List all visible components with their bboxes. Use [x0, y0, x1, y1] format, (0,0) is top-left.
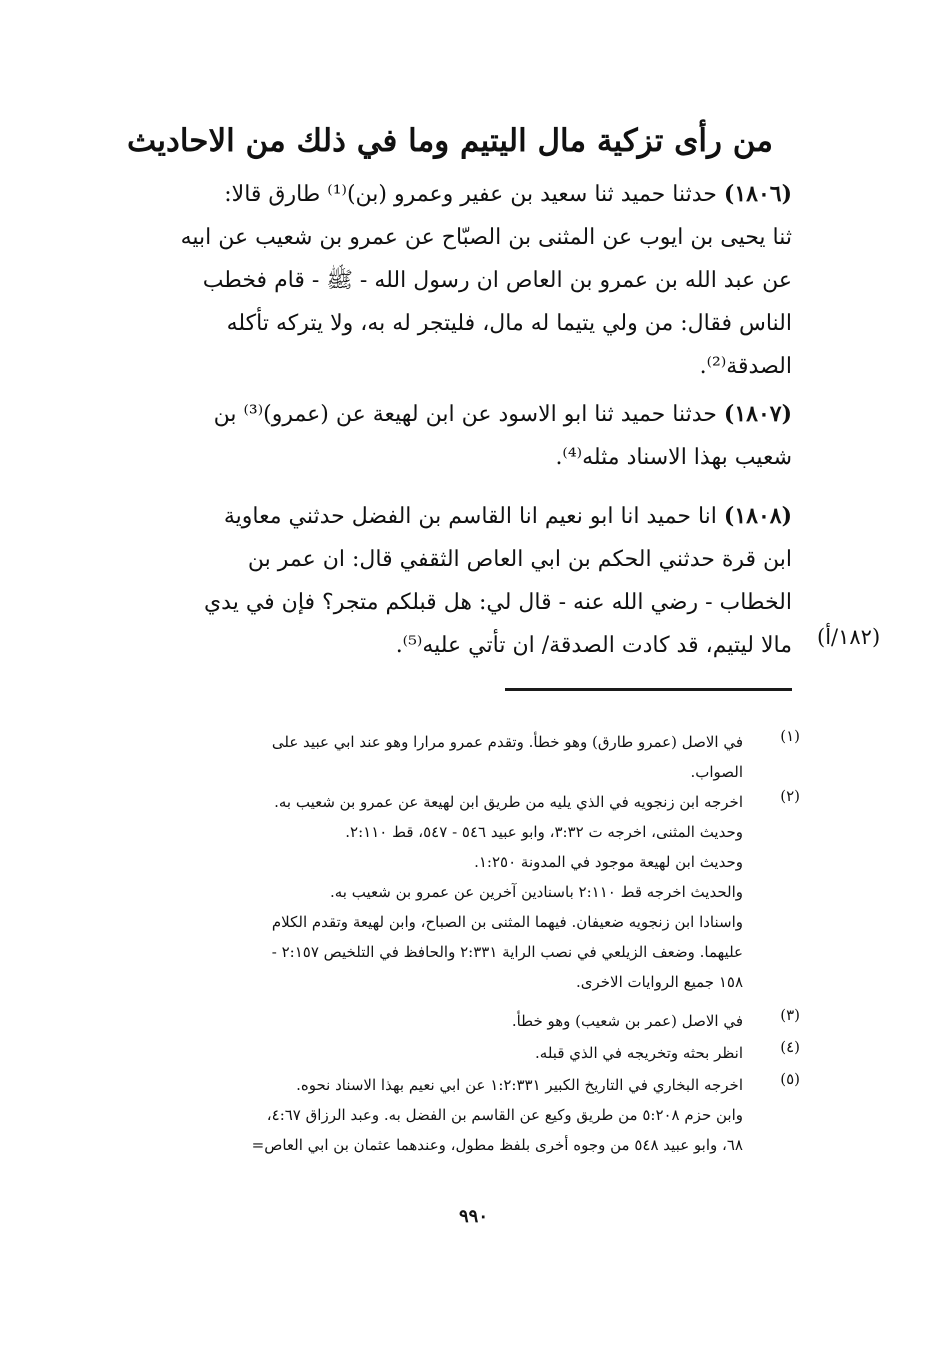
hadith-line: عن عبد الله بن عمرو بن العاص ان رسول الله - ﷺ - قام فخطب [202, 268, 792, 293]
hadith-line: (١٨٠٦) حدثنا حميد ثنا سعيد بن عفير وعمرو (بن)⁽¹⁾ طارق قالا: [224, 181, 792, 207]
manuscript-folio-note: (١٨٢/أ) [817, 625, 881, 649]
footnote-text: اخرجه البخاري في التاريخ الكبير ١:٢:٣٣١ عن ابي نعيم بهذا الاسناد نحوه. وابن حزم ٥:٢٠٨ من طريق وكيع عن القاسم بن الفضل به. وعبد الرزاق ٤:٦٧، ٦٨، وابو عبيد ٥٤٨ من وجوه أخرى بلفظ مطول، وعندهما عثمان بن ابي العاص= [251, 1076, 743, 1154]
footnote-number: (٣) [780, 1006, 800, 1024]
page-number: ٩٩٠ [458, 1206, 488, 1227]
footnote-number: (٤) [780, 1038, 800, 1056]
hadith-line: مالا ليتيم، قد كادت الصدقة/ ان تأتي عليه⁽⁵⁾. [395, 633, 792, 658]
hadith-number: (١٨٠٨) [723, 503, 792, 529]
hadith-line: ابن قرة حدثني الحكم بن ابي العاص الثقفي قال: ان عمر بن [247, 547, 792, 572]
hadith-line: ثنا يحيى بن ايوب عن المثنى بن الصبّاح عن عمرو بن شعيب عن ابيه [180, 225, 792, 250]
hadith-line: (١٨٠٨) انا حميد انا ابو نعيم انا القاسم بن الفضل حدثني معاوية [223, 503, 792, 529]
hadith-line: الخطاب - رضي الله عنه - قال لي: هل قبلكم متجر؟ فإن في يدي [203, 590, 792, 615]
hadith-number: (١٨٠٧) [723, 401, 792, 427]
footnote-separator [505, 688, 792, 691]
hadith-line: الناس فقال: من ولي يتيما له مال، فليتجر له به، ولا يتركه تأكله [226, 311, 792, 336]
hadith-1807 [122, 393, 792, 479]
footnote-text: انظر بحثه وتخريجه في الذي قبله. [535, 1044, 743, 1062]
chapter-title: من رأى تزكية مال اليتيم وما في ذلك من الاحاديث [126, 123, 773, 159]
hadith-1806 [122, 173, 792, 388]
hadith-line: الصدقة⁽²⁾. [699, 354, 792, 379]
footnote-text: اخرجه ابن زنجويه في الذي يليه من طريق ابن لهيعة عن عمرو بن شعيب به. وحديث المثنى، اخرجه ت ٣:٣٢، وابو عبيد ٥٤٦ - ٥٤٧، قط ٢:١١٠. وحديث ابن لهيعة موجود في المدونة ١:٢٥٠. والحديث اخرجه قط ٢:١١٠ باسنادين آخرين عن عمرو بن شعيب به. واسنادا ابن زنجويه ضعيفان. فيهما المثنى بن الصباح، وابن لهيعة وتقدم الكلام عليهما. وضعف الزيلعي في نصب الراية ٢:٣٣١ والحافظ في التلخيص ٢:١٥٧ - ١٥٨ جميع الروايات الاخرى. [271, 793, 743, 991]
hadith-line: (١٨٠٧) حدثنا حميد ثنا ابو الاسود عن ابن لهيعة عن (عمرو)⁽³⁾ بن [213, 401, 792, 427]
footnote-text: في الاصل (عمر بن شعيب) وهو خطأ. [511, 1012, 743, 1030]
hadith-1808 [122, 495, 792, 667]
hadith-line: شعيب بهذا الاسناد مثله⁽⁴⁾. [555, 445, 792, 470]
footnote-text: في الاصل (عمرو طارق) وهو خطأ. وتقدم عمرو مرارا وهو عند ابي عبيد على الصواب. [271, 733, 743, 781]
footnote-number: (٥) [780, 1070, 800, 1088]
footnote-number: (١) [780, 727, 800, 745]
footnote-number: (٢) [780, 787, 800, 805]
hadith-number: (١٨٠٦) [723, 181, 792, 207]
